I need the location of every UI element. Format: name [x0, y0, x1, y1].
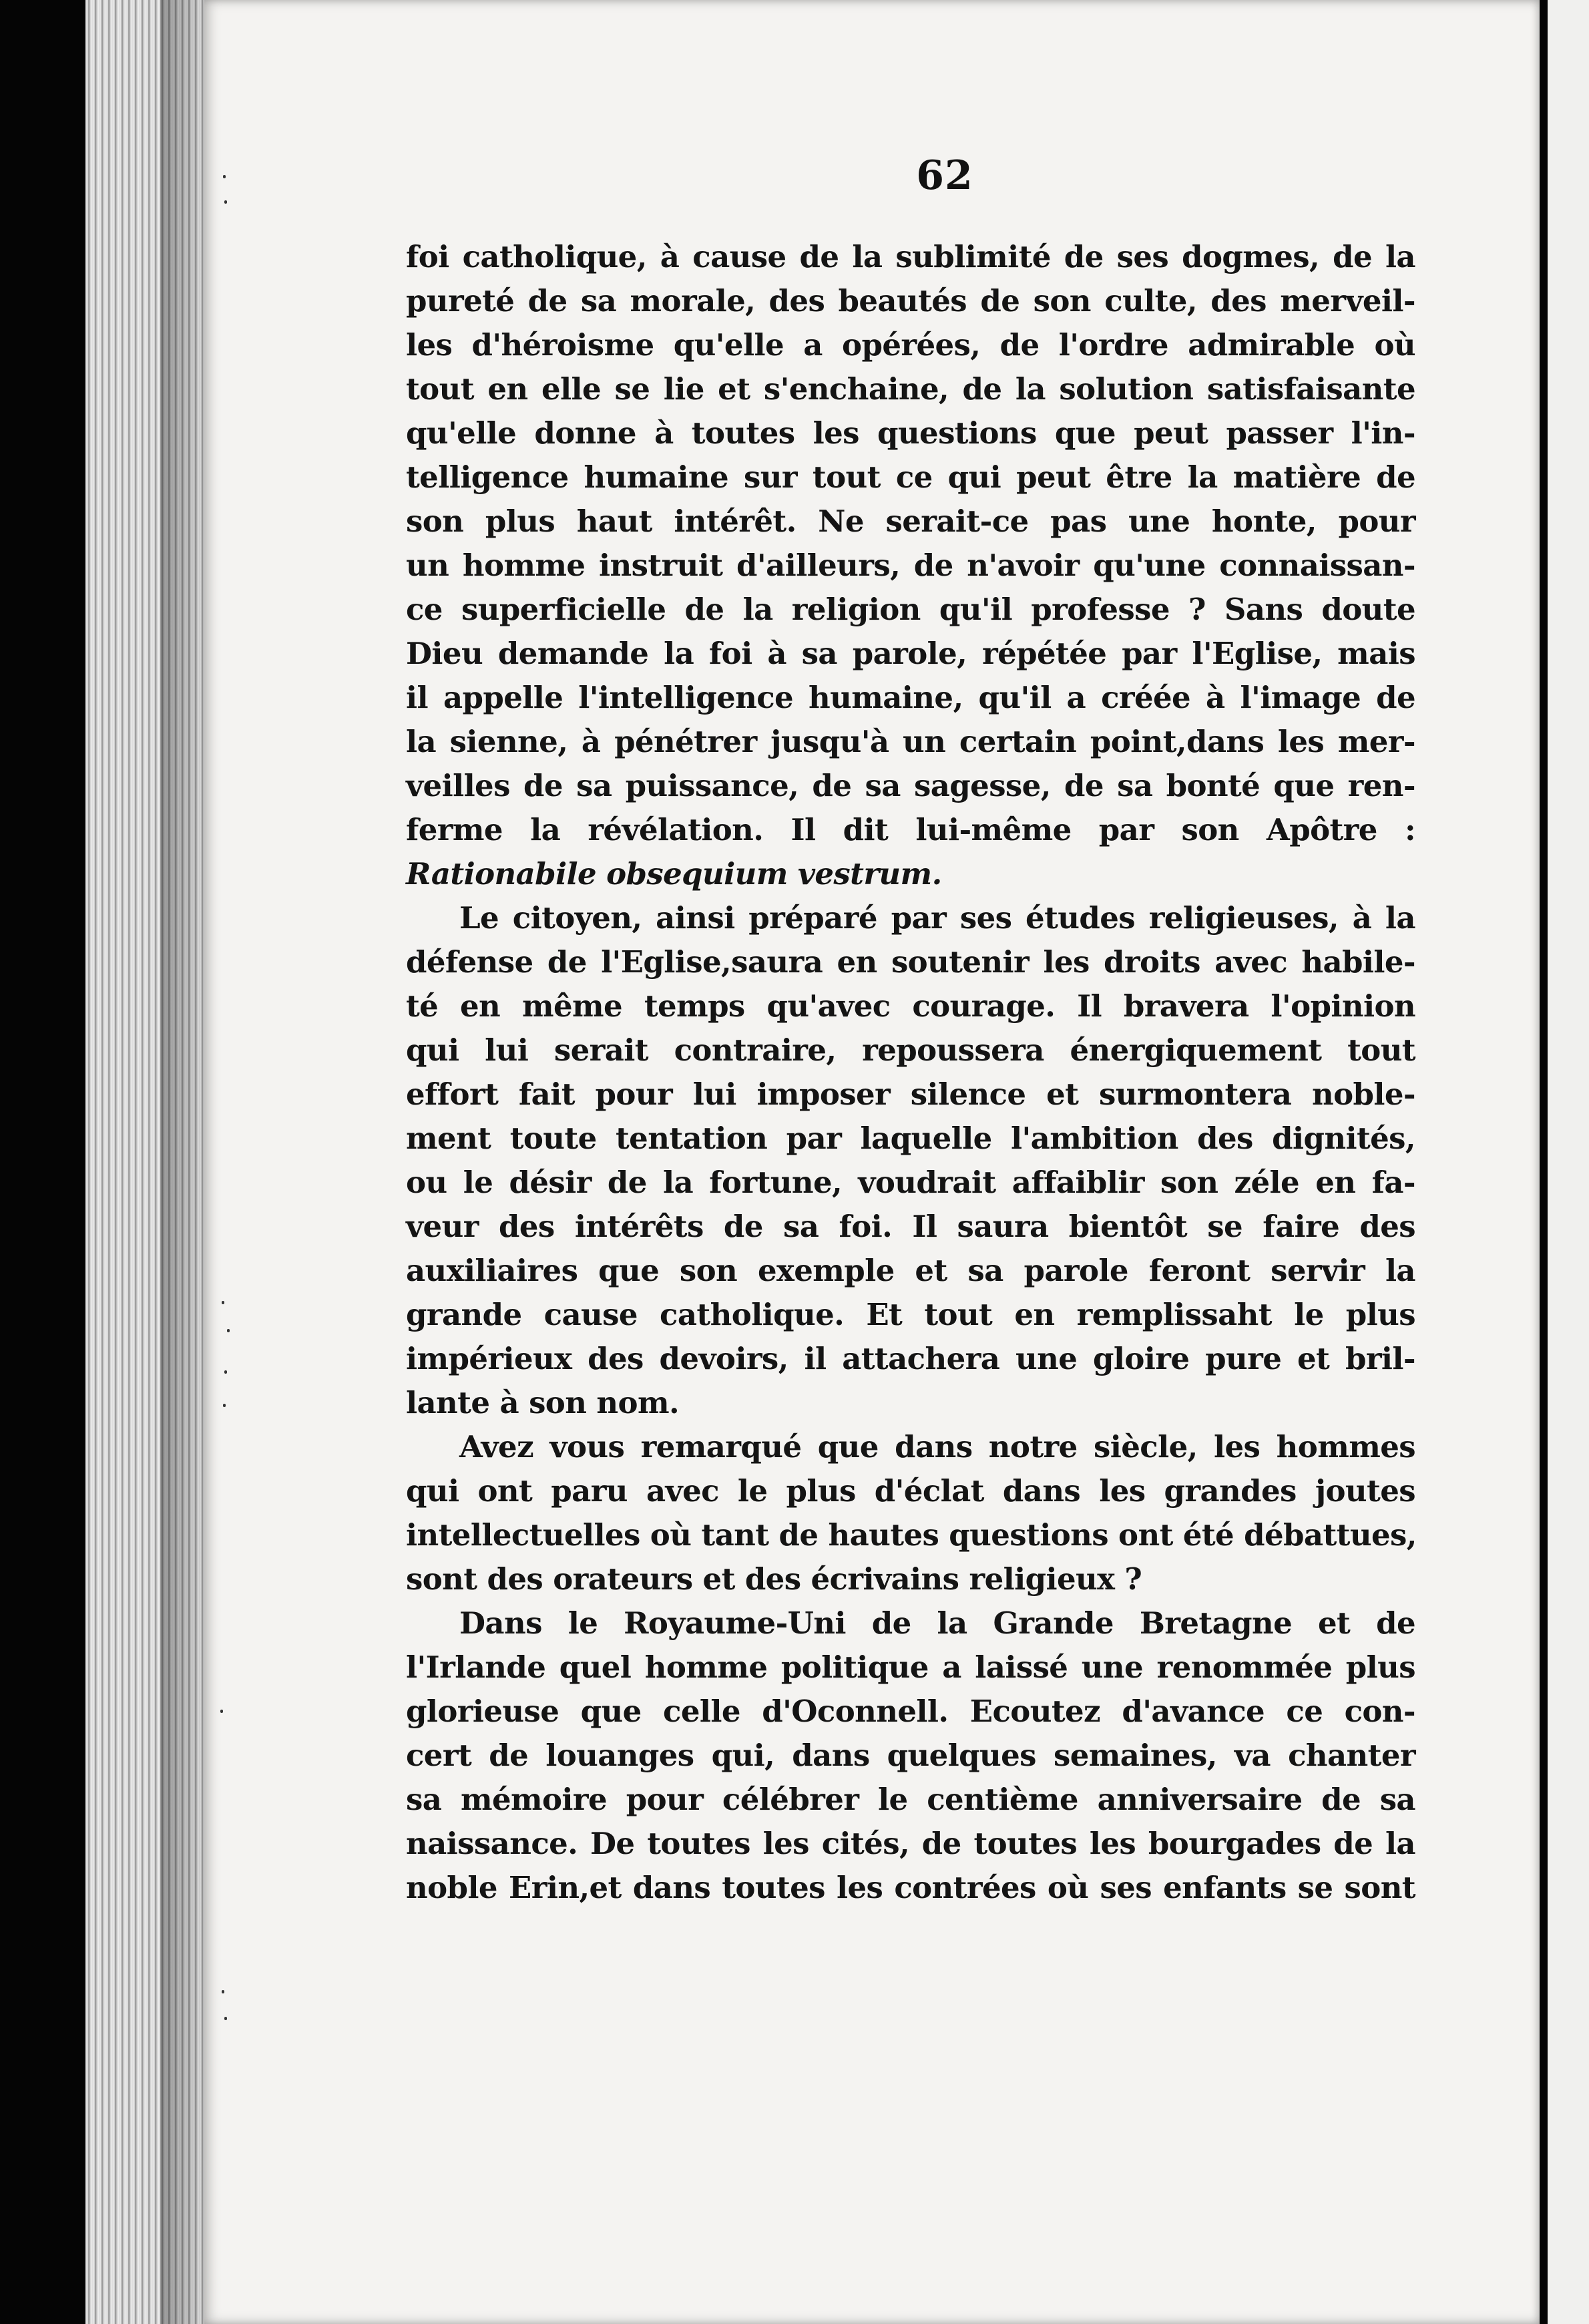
margin-speck	[224, 2017, 227, 2020]
text-line: té en même temps qu'avec courage. Il bravera l'opinion	[406, 988, 1415, 1024]
latin-quotation: Rationabile obsequium vestrum.	[406, 856, 942, 892]
text-line: glorieuse que celle d'Oconnell. Ecoutez d'avance ce con-	[406, 1694, 1415, 1729]
text-line: cert de louanges qui, dans quelques semaines, va chanter	[406, 1738, 1415, 1773]
text-line: ferme la révélation. Il dit lui-même par son Apôtre :	[406, 812, 1415, 847]
text-line: naissance. De toutes les cités, de toutes les bourgades de la	[406, 1826, 1415, 1861]
margin-speck	[227, 1329, 230, 1332]
text-line: veilles de sa puissance, de sa sagesse, de sa bonté que ren-	[406, 768, 1415, 803]
text-line: impérieux des devoirs, il attachera une gloire pure et bril-	[406, 1341, 1415, 1376]
text-line: défense de l'Eglise,saura en soutenir les droits avec habile-	[406, 944, 1415, 980]
text-line: lante à son nom.	[406, 1385, 680, 1420]
text-line: noble Erin,et dans toutes les contrées où ses enfants se sont	[406, 1870, 1415, 1905]
margin-speck	[223, 1404, 226, 1407]
text-line: sa mémoire pour célébrer le centième anniversaire de sa	[406, 1782, 1415, 1817]
text-line: sont des orateurs et des écrivains religieux ?	[406, 1561, 1142, 1597]
text-line: son plus haut intérêt. Ne serait-ce pas une honte, pour	[406, 504, 1415, 539]
text-line: intellectuelles où tant de hautes questions ont été débattues,	[406, 1517, 1417, 1553]
text-line: qu'elle donne à toutes les questions que peut passer l'in-	[406, 415, 1415, 451]
paragraph-start-line: Dans le Royaume-Uni de la Grande Bretagne et de	[459, 1605, 1415, 1641]
body-text	[406, 235, 1415, 1910]
margin-speck	[220, 1710, 223, 1713]
text-line: Dieu demande la foi à sa parole, répétée par l'Eglise, mais	[406, 636, 1415, 671]
margin-speck	[223, 175, 226, 178]
text-line: les d'héroisme qu'elle a opérées, de l'ordre admirable où	[406, 327, 1415, 363]
text-line: ou le désir de la fortune, voudrait affaiblir son zéle en fa-	[406, 1165, 1415, 1200]
adjacent-page-edge	[1548, 0, 1589, 2324]
text-line: qui ont paru avec le plus d'éclat dans les grandes joutes	[406, 1473, 1415, 1509]
text-line: un homme instruit d'ailleurs, de n'avoir qu'une connaissan-	[406, 548, 1415, 583]
margin-speck	[224, 1370, 227, 1374]
text-line: l'Irlande quel homme politique a laissé une renommée plus	[406, 1650, 1415, 1685]
text-line: ment toute tentation par laquelle l'ambition des dignités,	[406, 1121, 1415, 1156]
paragraph-start-line: Le citoyen, ainsi préparé par ses études religieuses, à la	[459, 900, 1415, 936]
text-line: veur des intérêts de sa foi. Il saura bientôt se faire des	[406, 1209, 1415, 1244]
text-line: la sienne, à pénétrer jusqu'à un certain point,dans les mer-	[406, 724, 1415, 759]
text-line: pureté de sa morale, des beautés de son culte, des merveil-	[406, 283, 1415, 319]
margin-speck	[222, 1990, 224, 1993]
text-line: qui lui serait contraire, repoussera énergiquement tout	[406, 1032, 1415, 1068]
margin-speck	[222, 1301, 224, 1304]
margin-speck	[224, 200, 227, 204]
paragraph-start-line: Avez vous remarqué que dans notre siècle, les hommes	[459, 1429, 1415, 1465]
text-line: telligence humaine sur tout ce qui peut être la matière de	[406, 459, 1415, 495]
text-line: grande cause catholique. Et tout en remplissaht le plus	[406, 1297, 1415, 1332]
text-line: foi catholique, à cause de la sublimité de ses dogmes, de la	[406, 239, 1415, 274]
text-line: ce superficielle de la religion qu'il professe ? Sans doute	[406, 592, 1415, 627]
text-line: tout en elle se lie et s'enchaine, de la solution satisfaisante	[406, 371, 1415, 407]
page-number: 62	[916, 152, 973, 199]
text-line: effort fait pour lui imposer silence et surmontera noble-	[406, 1077, 1415, 1112]
gutter-shadow	[160, 0, 204, 2324]
text-line: il appelle l'intelligence humaine, qu'il a créée à l'image de	[406, 680, 1415, 715]
text-line: auxiliaires que son exemple et sa parole feront servir la	[406, 1253, 1415, 1288]
